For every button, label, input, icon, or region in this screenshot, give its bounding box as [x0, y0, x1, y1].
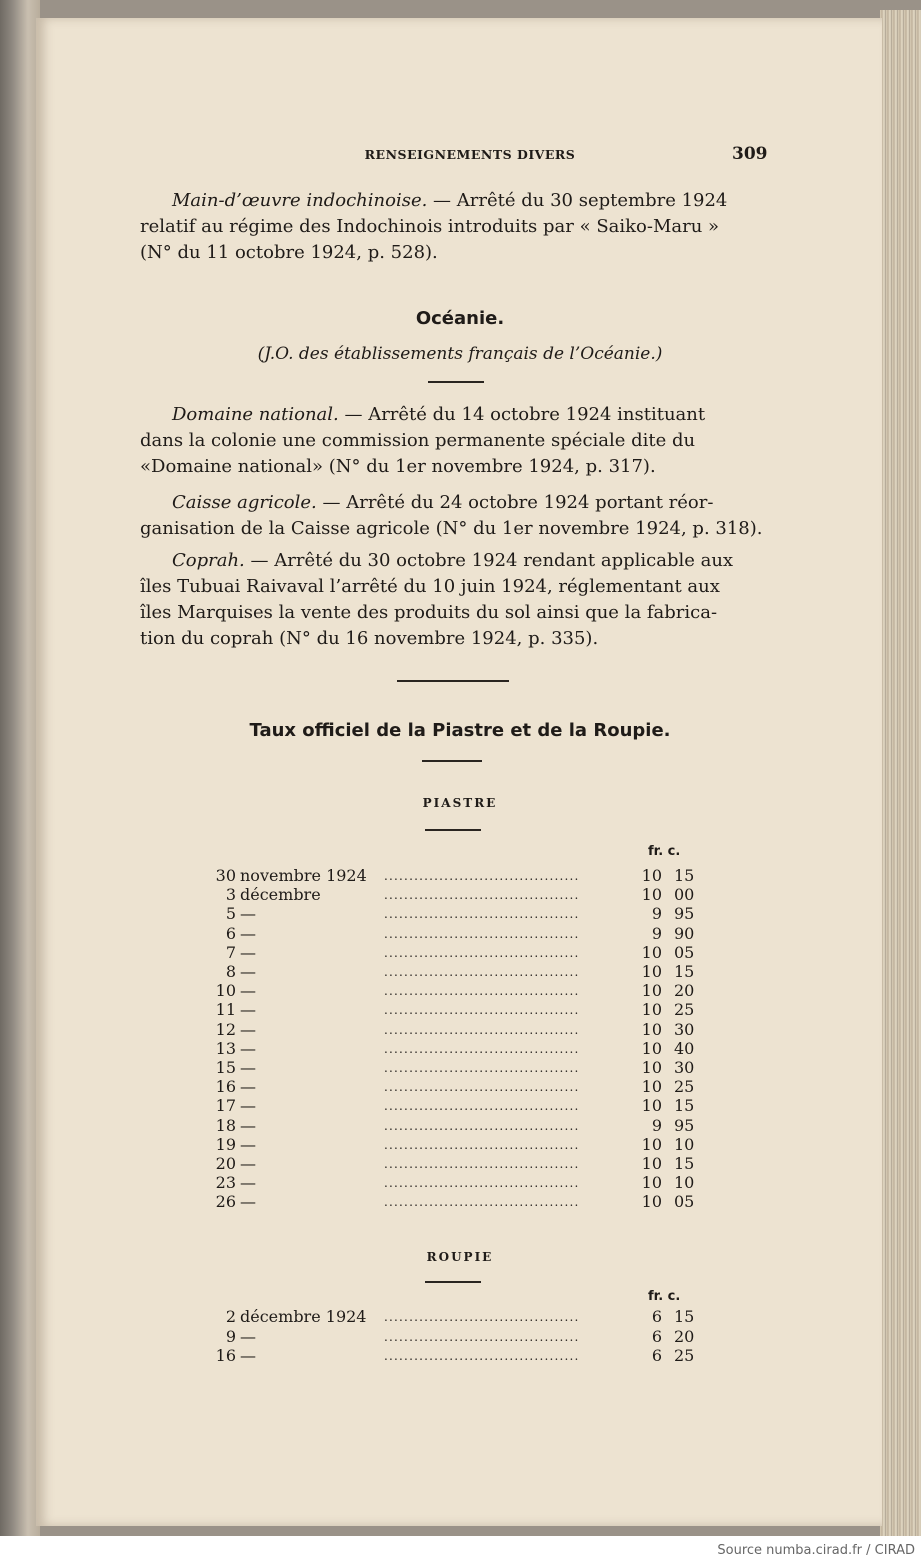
row-month: —: [240, 923, 256, 943]
row-centimes: 20: [674, 1326, 695, 1346]
row-day: 16: [215, 1077, 236, 1097]
row-centimes: 05: [674, 942, 695, 962]
paragraph-indochine: [140, 188, 780, 266]
row-centimes: 15: [674, 1096, 695, 1116]
row-francs: 6: [651, 1307, 662, 1326]
row-month: novembre 1924: [240, 866, 367, 885]
row-day: 7: [225, 942, 236, 962]
row-centimes: 15: [674, 1154, 695, 1173]
paragraph-domaine: [140, 402, 780, 480]
paragraph-line: Main-d’œuvre indochinoise. — Arrêté du 30 septembre 1924: [172, 190, 728, 211]
row-centimes: 15: [674, 962, 695, 981]
row-day: 16: [215, 1346, 236, 1365]
row-leader: .......................................: [384, 1061, 580, 1075]
row-francs: 10: [641, 1058, 662, 1077]
page-stack-edge: [880, 10, 921, 1536]
row-day: 20: [215, 1154, 236, 1173]
row-francs: 10: [641, 885, 662, 905]
row-day: 19: [215, 1134, 236, 1154]
row-leader: .......................................: [384, 1195, 580, 1210]
row-centimes: 30: [674, 1058, 695, 1077]
row-centimes: 90: [674, 923, 695, 943]
row-francs: 10: [641, 1154, 662, 1173]
paragraph-coprah: [140, 548, 780, 652]
table-row: [200, 1096, 700, 1115]
table-row: [200, 962, 700, 981]
paragraph-title: Main-d’œuvre indochinoise.: [172, 190, 428, 211]
divider-rule: [425, 1281, 481, 1283]
row-centimes: 25: [674, 1000, 695, 1020]
row-centimes: 00: [674, 885, 695, 905]
paragraph-line: Caisse agricole. — Arrêté du 24 octobre 1924 portant réor-: [172, 492, 714, 513]
row-day: 26: [215, 1192, 236, 1212]
row-leader: .......................................: [384, 926, 580, 941]
table-row: [200, 1327, 700, 1346]
paragraph-line: tion du coprah (N° du 16 novembre 1924, p. 335).: [140, 628, 599, 649]
paragraph-line: dans la colonie une commission permanente spéciale dite du: [140, 430, 696, 451]
row-leader: .......................................: [384, 1099, 580, 1114]
table-row: [200, 866, 700, 885]
row-leader: .......................................: [384, 1137, 580, 1152]
row-leader: .......................................: [384, 1157, 580, 1171]
row-month: —: [240, 1134, 256, 1154]
row-centimes: 15: [674, 1307, 695, 1326]
row-month: —: [240, 1058, 256, 1077]
row-day: 17: [215, 1096, 236, 1116]
row-francs: 6: [651, 1346, 662, 1365]
row-month: —: [240, 1038, 256, 1058]
row-month: —: [240, 1000, 256, 1020]
table-row: [200, 1135, 700, 1154]
row-centimes: 15: [674, 866, 695, 885]
row-day: 5: [225, 904, 236, 924]
section-subheading-oceanie: (J.O. des établissements français de l’Océanie.): [257, 344, 663, 364]
row-day: 15: [215, 1058, 236, 1077]
row-leader: .......................................: [384, 1176, 580, 1191]
divider-rule: [397, 680, 509, 682]
row-leader: .......................................: [384, 965, 580, 979]
table-row: [200, 924, 700, 943]
row-day: 6: [225, 923, 236, 943]
running-header: RENSEIGNEMENTS DIVERS: [364, 147, 576, 162]
table-row: [200, 943, 700, 962]
section-heading-taux: Taux officiel de la Piastre et de la Roupie.: [249, 720, 671, 741]
row-month: —: [240, 1326, 256, 1346]
row-leader: .......................................: [384, 1041, 580, 1056]
row-leader: .......................................: [384, 1003, 580, 1018]
row-month: —: [240, 1346, 256, 1365]
row-leader: .......................................: [384, 1349, 580, 1363]
paragraph-line: Coprah. — Arrêté du 30 octobre 1924 rendant applicable aux: [172, 550, 734, 571]
row-francs: 10: [641, 1134, 662, 1154]
row-centimes: 30: [674, 1019, 695, 1039]
row-francs: 6: [651, 1326, 662, 1346]
row-francs: 9: [651, 923, 662, 943]
table-row: [200, 1307, 700, 1326]
row-day: 9: [225, 1326, 236, 1346]
paragraph-title: Domaine national.: [172, 404, 339, 425]
row-day: 23: [215, 1173, 236, 1193]
row-centimes: 40: [674, 1038, 695, 1058]
table-row: [200, 1058, 700, 1077]
row-day: 10: [215, 981, 236, 1001]
table-row: [200, 1077, 700, 1096]
row-day: 8: [225, 962, 236, 981]
row-month: —: [240, 1173, 256, 1193]
paragraph-title: Coprah.: [172, 550, 245, 571]
row-centimes: 05: [674, 1192, 695, 1212]
row-month: —: [240, 904, 256, 924]
paragraph-caisse: [140, 490, 780, 542]
row-day: 12: [215, 1019, 236, 1039]
row-francs: 9: [651, 1115, 662, 1135]
page-number: 309: [732, 144, 768, 164]
table-row: [200, 1192, 700, 1211]
row-month: —: [240, 962, 256, 981]
row-leader: .......................................: [384, 1022, 580, 1037]
row-francs: 10: [641, 942, 662, 962]
row-centimes: 95: [674, 904, 695, 924]
table-row: [200, 1173, 700, 1192]
row-centimes: 20: [674, 981, 695, 1001]
row-leader: .......................................: [384, 1118, 580, 1133]
units-header-piastre: fr. c.: [648, 844, 681, 859]
row-centimes: 10: [674, 1173, 695, 1193]
paragraph-line: ganisation de la Caisse agricole (N° du 1er novembre 1924, p. 318).: [140, 518, 763, 539]
table-row: [200, 1346, 700, 1365]
paragraph-line: îles Tubuai Raivaval l’arrêté du 10 juin 1924, réglementant aux: [140, 576, 720, 597]
paragraph-line: îles Marquises la vente des produits du sol ainsi que la fabrica-: [140, 602, 718, 623]
row-francs: 10: [641, 981, 662, 1001]
divider-rule: [422, 760, 482, 762]
row-month: —: [240, 1077, 256, 1097]
paragraph-line: Domaine national. — Arrêté du 14 octobre 1924 instituant: [172, 404, 706, 425]
row-month: décembre 1924: [240, 1307, 367, 1326]
row-month: —: [240, 981, 256, 1001]
row-month: —: [240, 942, 256, 962]
table-row: [200, 981, 700, 1000]
table-row: [200, 1000, 700, 1019]
row-day: 30: [215, 866, 236, 885]
row-leader: .......................................: [384, 1329, 580, 1344]
units-header-roupie: fr. c.: [648, 1289, 681, 1304]
row-centimes: 10: [674, 1134, 695, 1154]
table-row: [200, 1020, 700, 1039]
divider-rule: [425, 829, 481, 831]
row-leader: .......................................: [384, 984, 580, 999]
row-leader: .......................................: [384, 869, 580, 883]
row-francs: 10: [641, 1019, 662, 1039]
section-label-piastre: PIASTRE: [422, 796, 498, 810]
row-month: décembre: [240, 885, 321, 905]
source-credit: Source numba.cirad.fr / CIRAD: [717, 1543, 915, 1558]
paragraph-title: Caisse agricole.: [172, 492, 317, 513]
row-centimes: 95: [674, 1115, 695, 1135]
paragraph-line: «Domaine national» (N° du 1er novembre 1924, p. 317).: [140, 456, 656, 477]
paragraph-line: relatif au régime des Indochinois introduits par « Saiko-Maru »: [140, 216, 720, 237]
row-month: —: [240, 1019, 256, 1039]
row-francs: 10: [641, 1077, 662, 1097]
table-row: [200, 1116, 700, 1135]
section-label-roupie: ROUPIE: [426, 1250, 494, 1264]
row-day: 2: [225, 1307, 236, 1326]
table-row: [200, 885, 700, 904]
row-month: —: [240, 1115, 256, 1135]
row-francs: 10: [641, 866, 662, 885]
row-leader: .......................................: [384, 907, 580, 922]
row-month: —: [240, 1096, 256, 1116]
row-month: —: [240, 1192, 256, 1212]
paragraph-line: (N° du 11 octobre 1924, p. 528).: [140, 242, 438, 263]
row-francs: 10: [641, 1000, 662, 1020]
row-centimes: 25: [674, 1077, 695, 1097]
row-francs: 10: [641, 1173, 662, 1193]
section-heading-oceanie: Océanie.: [415, 308, 505, 329]
row-leader: .......................................: [384, 888, 580, 903]
row-day: 13: [215, 1038, 236, 1058]
row-francs: 9: [651, 904, 662, 924]
row-leader: .......................................: [384, 1080, 580, 1095]
row-francs: 10: [641, 962, 662, 981]
row-francs: 10: [641, 1096, 662, 1116]
row-day: 18: [215, 1115, 236, 1135]
table-row: [200, 1039, 700, 1058]
row-month: —: [240, 1154, 256, 1173]
row-centimes: 25: [674, 1346, 695, 1365]
row-leader: .......................................: [384, 945, 580, 960]
book-spine-shadow: [0, 0, 40, 1536]
row-leader: .......................................: [384, 1310, 580, 1324]
row-francs: 10: [641, 1038, 662, 1058]
row-francs: 10: [641, 1192, 662, 1212]
table-row: [200, 904, 700, 923]
row-day: 11: [215, 1000, 236, 1020]
table-row: [200, 1154, 700, 1173]
row-day: 3: [225, 885, 236, 905]
divider-rule: [428, 381, 484, 383]
